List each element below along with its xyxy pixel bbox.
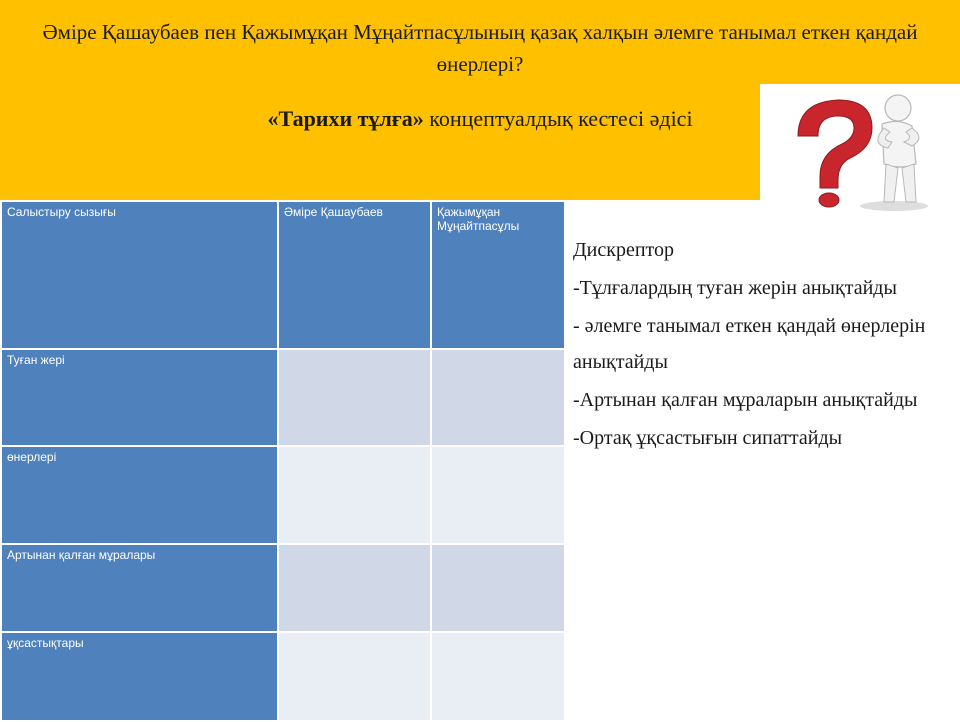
comparison-table [0,200,566,722]
descriptor-item: -Ортақ ұқсастығын сипаттайды [573,427,843,449]
header-amire-kashaubaev: Әміре Қашаубаев [278,201,431,349]
table-cell [431,446,565,544]
row-label-arts: өнерлері [1,446,278,544]
descriptor-item: -Артынан қалған мұраларын анықтайды [573,389,918,411]
table-cell [278,632,431,721]
table-cell [431,349,565,446]
row-label-birthplace: Туған жері [1,349,278,446]
question-mark-figure-icon [760,84,960,214]
descriptor-item: - әлемге танымал еткен қандай өнерлерін анықтайды [573,315,926,373]
table-row [1,632,565,721]
table-row [1,544,565,632]
descriptor-block [573,232,943,458]
row-label-legacy: Артынан қалған мұралары [1,544,278,632]
table-cell [278,446,431,544]
table-cell [431,632,565,721]
table-cell [278,349,431,446]
descriptor-title: Дискрептор [573,239,674,261]
header-kazhymukan: Қажымұқан Мұңайтпасұлы [431,201,565,349]
table-header-row [1,201,565,349]
table-row [1,349,565,446]
method-name: «Тарихи тұлға» [267,106,424,131]
page-title: Әміре Қашаубаев пен Қажымұқан Мұңайтпасұлының қазақ халқын әлемге танымал еткен қандай өнерлері? [42,20,918,76]
descriptor-item: -Тұлғалардың туған жерін анықтайды [573,277,897,299]
row-label-similarities: ұқсастықтары [1,632,278,721]
method-subtitle [150,106,810,132]
table-row [1,446,565,544]
table-cell [431,544,565,632]
header-comparison-line: Салыстыру сызығы [1,201,278,349]
table-cell [278,544,431,632]
method-description: концептуалдық кестесі әдісі [423,106,693,131]
